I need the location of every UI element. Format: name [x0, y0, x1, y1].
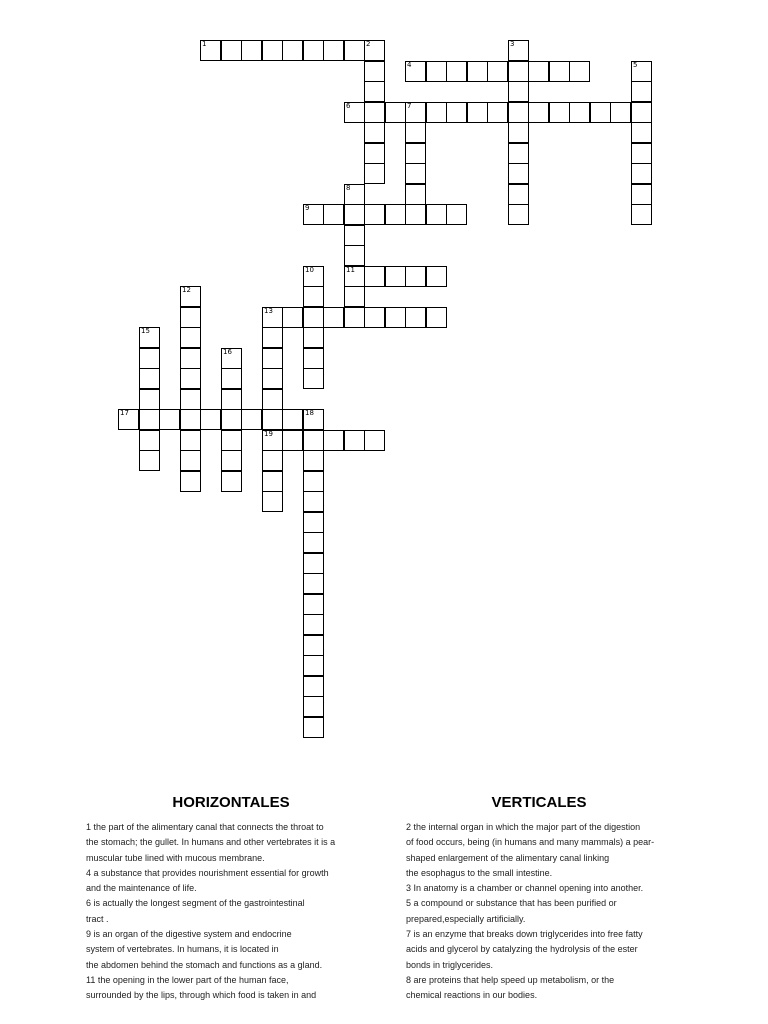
crossword-cell[interactable] [508, 40, 529, 61]
clue-down-7 [406, 927, 682, 973]
crossword-cell[interactable] [364, 81, 385, 102]
crossword-cell[interactable] [303, 553, 324, 574]
crossword-cell[interactable] [405, 184, 426, 205]
crossword-cell[interactable] [344, 225, 365, 246]
crossword-cell[interactable] [364, 163, 385, 184]
crossword-cell[interactable] [323, 430, 344, 451]
clue-number: 9 [86, 929, 92, 940]
crossword-cell[interactable] [344, 184, 365, 205]
crossword-cell[interactable] [426, 307, 447, 328]
crossword-cell[interactable] [139, 327, 160, 348]
clue-number: 8 [406, 974, 412, 985]
crossword-cell[interactable] [303, 266, 324, 287]
crossword-cell[interactable] [426, 204, 447, 225]
crossword-cell[interactable] [364, 430, 385, 451]
crossword-cell[interactable] [180, 307, 201, 328]
crossword-cell[interactable] [139, 389, 160, 410]
crossword-cell[interactable] [508, 81, 529, 102]
crossword-cell[interactable] [364, 61, 385, 82]
clue-text: are proteins that help speed up metabolism, or the chemical reactions in our bodies. [406, 974, 615, 1001]
crossword-cell[interactable] [631, 204, 652, 225]
cell-number: 5 [633, 61, 638, 69]
crossword-cell[interactable] [610, 102, 631, 123]
crossword-cell[interactable] [385, 307, 406, 328]
crossword-cell[interactable] [303, 286, 324, 307]
crossword-cell[interactable] [426, 61, 447, 82]
crossword-cell[interactable] [569, 61, 590, 82]
crossword-cell[interactable] [262, 409, 283, 430]
crossword-cell[interactable] [528, 102, 549, 123]
crossword-cell[interactable] [303, 614, 324, 635]
cell-number: 19 [264, 430, 273, 438]
cell-number: 18 [305, 409, 314, 417]
crossword-cell[interactable] [139, 430, 160, 451]
crossword-cell[interactable] [405, 122, 426, 143]
horizontal-clue-list [86, 820, 376, 1004]
vertical-heading: VERTICALES [491, 794, 587, 811]
clue-number: 11 [86, 974, 96, 985]
cell-number: 9 [305, 204, 310, 212]
clue-across-6 [86, 896, 376, 927]
clue-number: 5 [406, 898, 412, 909]
crossword-cell[interactable] [364, 40, 385, 61]
clue-number: 3 [406, 883, 412, 894]
crossword-cell[interactable] [508, 204, 529, 225]
crossword-cell[interactable] [508, 122, 529, 143]
clue-number: 4 [86, 867, 92, 878]
cell-number: 17 [120, 409, 129, 417]
crossword-cell[interactable] [303, 594, 324, 615]
crossword-cell[interactable] [282, 40, 303, 61]
crossword-cell[interactable] [282, 409, 303, 430]
cell-number: 16 [223, 348, 232, 356]
crossword-cell[interactable] [446, 204, 467, 225]
clue-across-1 [86, 820, 376, 866]
crossword-cell[interactable] [303, 635, 324, 656]
cell-number: 1 [202, 40, 207, 48]
crossword-cell[interactable] [200, 409, 221, 430]
crossword-cell[interactable] [528, 61, 549, 82]
crossword-cell[interactable] [364, 204, 385, 225]
crossword-cell[interactable] [303, 696, 324, 717]
cell-number: 10 [305, 266, 314, 274]
crossword-cell[interactable] [303, 532, 324, 553]
crossword-cell[interactable] [262, 307, 283, 328]
clue-number: 6 [86, 898, 92, 909]
cell-number: 6 [346, 102, 351, 110]
crossword-cell[interactable] [508, 163, 529, 184]
crossword-cell[interactable] [303, 327, 324, 348]
crossword-cell[interactable] [323, 204, 344, 225]
vertical-clue-list [406, 820, 682, 1004]
crossword-cell[interactable] [180, 409, 201, 430]
crossword-cell[interactable] [139, 368, 160, 389]
crossword-cell[interactable] [180, 368, 201, 389]
crossword-cell[interactable] [221, 368, 242, 389]
crossword-cell[interactable] [221, 450, 242, 471]
crossword-cell[interactable] [303, 676, 324, 697]
crossword-cell[interactable] [303, 450, 324, 471]
cell-number: 15 [141, 327, 150, 335]
crossword-cell[interactable] [631, 163, 652, 184]
crossword-cell[interactable] [180, 389, 201, 410]
crossword-cell[interactable] [221, 40, 242, 61]
crossword-cell[interactable] [385, 204, 406, 225]
crossword-cell[interactable] [631, 102, 652, 123]
horizontal-heading: HORIZONTALES [172, 794, 290, 811]
crossword-cell[interactable] [303, 655, 324, 676]
crossword-cell[interactable] [344, 286, 365, 307]
clue-across-4 [86, 866, 376, 897]
crossword-cell[interactable] [118, 409, 139, 430]
crossword-cell[interactable] [303, 348, 324, 369]
crossword-cell[interactable] [508, 61, 529, 82]
cell-number: 4 [407, 61, 412, 69]
crossword-cell[interactable] [303, 512, 324, 533]
crossword-cell[interactable] [569, 102, 590, 123]
crossword-cell[interactable] [180, 430, 201, 451]
cell-number: 7 [407, 102, 412, 110]
crossword-cell[interactable] [426, 266, 447, 287]
crossword-cell[interactable] [405, 266, 426, 287]
crossword-cell[interactable] [262, 471, 283, 492]
clue-text: a substance that provides nourishment essential for growth and the maintenance of life. [86, 867, 329, 894]
crossword-cell[interactable] [221, 389, 242, 410]
crossword-cell[interactable] [549, 102, 570, 123]
crossword-cell[interactable] [344, 204, 365, 225]
crossword-cell[interactable] [159, 409, 180, 430]
crossword-cell[interactable] [405, 163, 426, 184]
clue-number: 1 [86, 822, 92, 832]
crossword-cell[interactable] [262, 368, 283, 389]
crossword-cell[interactable] [262, 491, 283, 512]
crossword-cell[interactable] [180, 327, 201, 348]
crossword-cell[interactable] [631, 184, 652, 205]
crossword-cell[interactable] [303, 368, 324, 389]
clue-down-8 [406, 973, 682, 1004]
crossword-cell[interactable] [364, 102, 385, 123]
crossword-cell[interactable] [262, 450, 283, 471]
crossword-cell[interactable] [385, 266, 406, 287]
crossword-cell[interactable] [344, 266, 365, 287]
cell-number: 3 [510, 40, 515, 48]
crossword-cell[interactable] [364, 266, 385, 287]
crossword-cell[interactable] [323, 307, 344, 328]
crossword-cell[interactable] [241, 40, 262, 61]
clue-across-9 [86, 927, 376, 973]
crossword-cell[interactable] [262, 348, 283, 369]
crossword-cell[interactable] [631, 81, 652, 102]
crossword-cell[interactable] [221, 430, 242, 451]
crossword-cell[interactable] [303, 573, 324, 594]
crossword-cell[interactable] [262, 430, 283, 451]
crossword-cell[interactable] [262, 40, 283, 61]
crossword-cell[interactable] [221, 348, 242, 369]
clue-text: a compound or substance that has been purified or prepared,especially artificially. [406, 898, 617, 924]
crossword-cell[interactable] [405, 102, 426, 123]
crossword-cell[interactable] [405, 61, 426, 82]
crossword-cell[interactable] [344, 245, 365, 266]
crossword-cell[interactable] [303, 40, 324, 61]
cell-number: 12 [182, 286, 191, 294]
crossword-cell[interactable] [200, 40, 221, 61]
clue-text: the part of the alimentary canal that connects the throat to the stomach; the gullet. In humans and other vertebrates it is a muscular tube lined with mucous membrane. [86, 822, 336, 863]
crossword-cell[interactable] [180, 286, 201, 307]
crossword-cell[interactable] [221, 471, 242, 492]
clue-text: is an organ of the digestive system and endocrine system of vertebrates. In humans, it is located in the abdomen behind the stomach and functions as a gland. [86, 929, 323, 970]
crossword-cell[interactable] [508, 102, 529, 123]
crossword-cell[interactable] [405, 204, 426, 225]
crossword-cell[interactable] [487, 61, 508, 82]
crossword-cell[interactable] [467, 61, 488, 82]
crossword-cell[interactable] [590, 102, 611, 123]
crossword-cell[interactable] [508, 143, 529, 164]
crossword-cell[interactable] [631, 122, 652, 143]
clue-text: is an enzyme that breaks down triglycerides into free fatty acids and glycerol by catalyzing the hydrolysis of the ester bonds in triglycerides. [406, 929, 643, 970]
crossword-cell[interactable] [344, 102, 365, 123]
clue-across-11 [86, 973, 376, 1004]
crossword-cell[interactable] [467, 102, 488, 123]
crossword-cell[interactable] [405, 307, 426, 328]
crossword-cell[interactable] [364, 307, 385, 328]
crossword-cell[interactable] [426, 102, 447, 123]
cell-number: 13 [264, 307, 273, 315]
cell-number: 2 [366, 40, 371, 48]
crossword-cell[interactable] [344, 430, 365, 451]
crossword-cell[interactable] [446, 61, 467, 82]
crossword-cell[interactable] [282, 307, 303, 328]
clue-number: 7 [406, 929, 412, 940]
crossword-cell[interactable] [180, 471, 201, 492]
crossword-cell[interactable] [262, 327, 283, 348]
crossword-cell[interactable] [446, 102, 467, 123]
clue-text: In anatomy is a chamber or channel opening into another. [413, 883, 644, 894]
crossword-cell[interactable] [549, 61, 570, 82]
crossword-cell[interactable] [139, 450, 160, 471]
crossword-cell[interactable] [180, 348, 201, 369]
crossword-cell[interactable] [631, 61, 652, 82]
crossword-cell[interactable] [303, 430, 324, 451]
cell-number: 11 [346, 266, 355, 274]
crossword-cell[interactable] [282, 430, 303, 451]
clue-text: the internal organ in which the major part of the digestion of food occurs, being (in humans and many mammals) a pear- shaped enlargement of the alimentary canal linking the esophagus to the small intestine. [406, 822, 655, 878]
crossword-cell[interactable] [303, 409, 324, 430]
clue-number: 2 [406, 822, 412, 832]
clue-down-3 [406, 881, 682, 896]
crossword-cell[interactable] [221, 409, 242, 430]
crossword-cell[interactable] [139, 348, 160, 369]
crossword-cell[interactable] [405, 143, 426, 164]
crossword-cell[interactable] [241, 409, 262, 430]
clue-text: the opening in the lower part of the human face, surrounded by the lips, through which food is taken in and [86, 974, 317, 1001]
crossword-cell[interactable] [303, 471, 324, 492]
crossword-cell[interactable] [344, 40, 365, 61]
crossword-cell[interactable] [487, 102, 508, 123]
clue-down-2 [406, 820, 682, 881]
crossword-cell[interactable] [631, 143, 652, 164]
crossword-cell[interactable] [323, 40, 344, 61]
clue-down-5 [406, 896, 682, 927]
crossword-cell[interactable] [385, 102, 406, 123]
crossword-cell[interactable] [303, 307, 324, 328]
clue-text: is actually the longest segment of the gastrointestinal tract . [86, 898, 305, 924]
cell-number: 8 [346, 184, 351, 192]
crossword-cell[interactable] [364, 122, 385, 143]
crossword-cell[interactable] [262, 389, 283, 410]
crossword-cell[interactable] [344, 307, 365, 328]
crossword-cell[interactable] [180, 450, 201, 471]
crossword-cell[interactable] [139, 409, 160, 430]
crossword-cell[interactable] [508, 184, 529, 205]
crossword-cell[interactable] [364, 143, 385, 164]
crossword-cell[interactable] [303, 491, 324, 512]
crossword-cell[interactable] [303, 204, 324, 225]
crossword-cell[interactable] [303, 717, 324, 738]
